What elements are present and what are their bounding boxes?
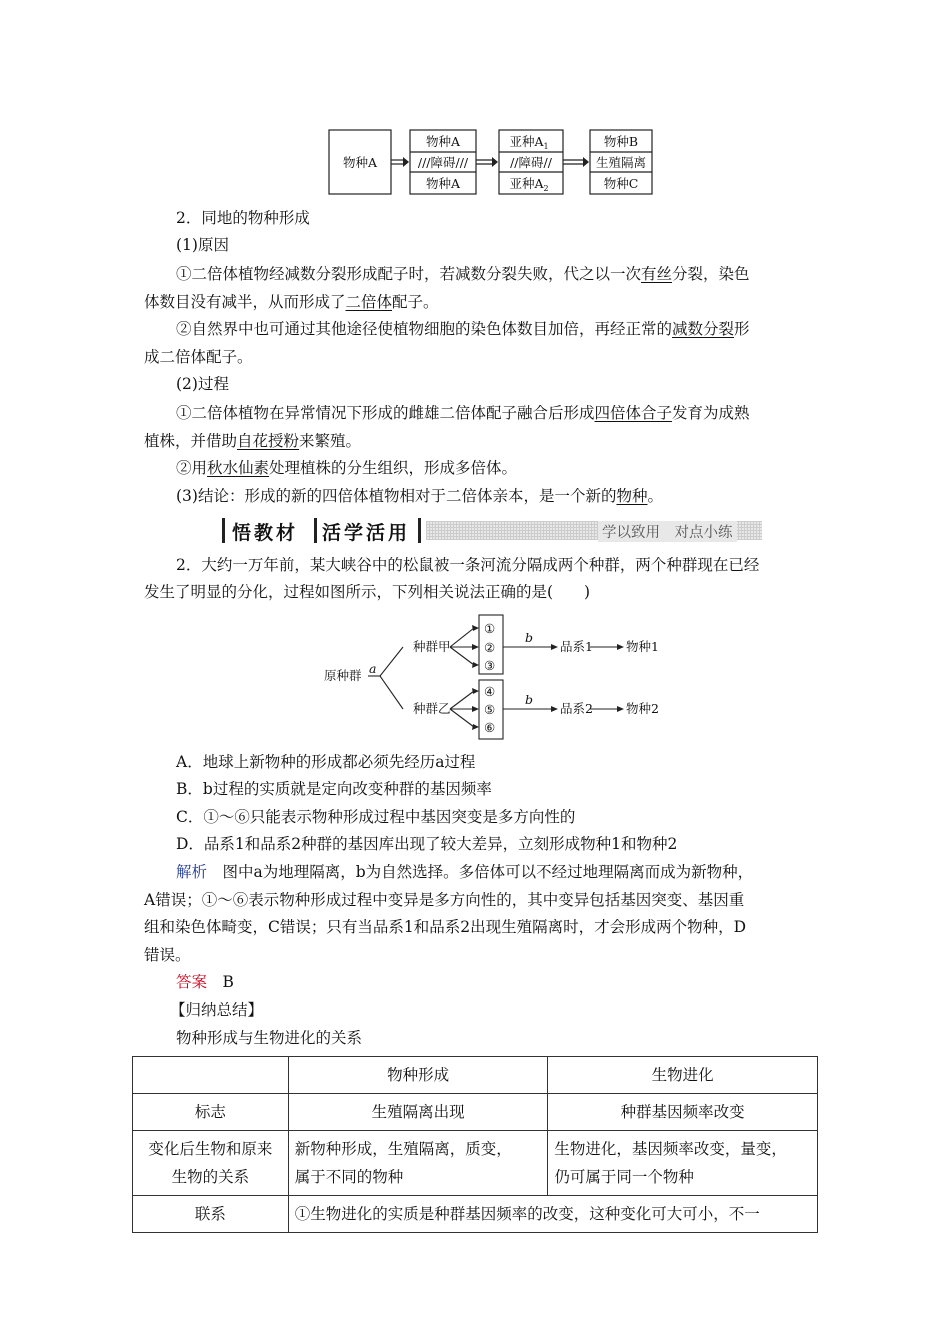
- keyword-tetraploid-zygote: 四倍体合子: [594, 404, 673, 422]
- answer-line: [176, 970, 234, 992]
- circled-1: ①: [484, 621, 496, 636]
- keyword-mitosis: 有丝: [641, 265, 673, 283]
- banner-subtitle: 学以致用 对点小练: [598, 521, 737, 542]
- population-yi: 种群乙: [413, 701, 451, 716]
- analysis-label: 解析: [176, 863, 208, 881]
- cause-2-line2: 成二倍体配子。: [144, 348, 253, 366]
- population-jia: 种群甲: [413, 639, 451, 654]
- process-1-line2: 植株，并借助自花授粉来繁殖。: [144, 432, 362, 450]
- box2-top: 物种A: [425, 134, 461, 149]
- box3-bottom-subscript: 2: [543, 184, 549, 193]
- species-2: 物种2: [626, 701, 659, 716]
- origin-population: 原种群: [324, 668, 362, 683]
- process-b-label-2: b: [525, 692, 534, 707]
- circled-4: ④: [484, 684, 496, 699]
- box3-barrier: //障碍//: [510, 155, 552, 170]
- header-speciation: 物种形成: [288, 1057, 548, 1094]
- strain-1: 品系1: [560, 639, 593, 654]
- analysis-line3: 组和染色体畸变，C错误；只有当品系1和品系2出现生殖隔离时，才会形成两个物种，D: [144, 918, 747, 936]
- process-b-label-1: b: [525, 630, 534, 645]
- cell-sign-speciation: 生殖隔离出现: [288, 1094, 548, 1131]
- banner-title-1: 悟教材: [232, 522, 299, 544]
- circled-3: ③: [484, 658, 496, 673]
- summary-subtitle: 物种形成与生物进化的关系: [176, 1029, 363, 1047]
- circled-6: ⑥: [484, 720, 496, 735]
- analysis-line1: 解析 图中a为地理隔离，b为自然选择。多倍体可以不经过地理隔离而成为新物种，: [176, 863, 754, 881]
- cause-title: (1)原因: [176, 236, 229, 254]
- box3-top: 亚种A: [509, 134, 544, 149]
- strain-2: 品系2: [560, 701, 593, 716]
- question-stem-line2: 发生了明显的分化，过程如图所示，下列相关说法正确的是( ): [144, 583, 591, 601]
- answer-label: 答案: [176, 973, 208, 991]
- speciation-diagram-allopatric: [320, 122, 660, 202]
- cause-1-line2: 体数目没有减半，从而形成了二倍体配子。: [144, 293, 439, 311]
- table-row: [133, 1057, 818, 1094]
- answer-value: B: [207, 973, 234, 991]
- comparison-table: [132, 1056, 818, 1233]
- box4-isolation: 生殖隔离: [595, 155, 647, 170]
- banner-title-2: 活学活用: [322, 522, 411, 544]
- option-b: B．b过程的实质就是定向改变种群的基因频率: [176, 780, 492, 798]
- circled-2: ②: [484, 640, 496, 655]
- keyword-species: 物种: [616, 487, 648, 505]
- box2-barrier: ///障碍///: [417, 155, 469, 170]
- section-banner: [222, 516, 764, 546]
- circled-5: ⑤: [484, 702, 496, 717]
- table-row: [133, 1196, 818, 1233]
- cell-sign-evolution: 种群基因频率改变: [548, 1094, 818, 1131]
- cell-relation-evolution: 生物进化，基因频率改变，量变， 仍可属于同一个物种: [548, 1131, 818, 1196]
- box4-bottom: 物种C: [603, 176, 639, 191]
- analysis-line4: 错误。: [144, 946, 191, 964]
- species-1: 物种1: [626, 639, 659, 654]
- conclusion: (3)结论：形成的新的四倍体植物相对于二倍体亲本，是一个新的物种。: [176, 487, 663, 505]
- box4-top: 物种B: [603, 134, 639, 149]
- process-a-label: a: [369, 661, 377, 676]
- option-a: A．地球上新物种的形成都必须先经历a过程: [176, 753, 476, 771]
- summary-title: 【归纳总结】: [170, 1001, 264, 1019]
- process-1-line1: ①二倍体植物在异常情况下形成的雌雄二倍体配子融合后形成四倍体合子发育为成熟: [176, 404, 750, 422]
- question-stem-line1: 2．大约一万年前，某大峡谷中的松鼠被一条河流分隔成两个种群，两个种群现在已经: [176, 556, 760, 574]
- cause-1-line1: ①二倍体植物经减数分裂形成配子时，若减数分裂失败，代之以一次有丝分裂，染色: [176, 265, 750, 283]
- process-2: ②用秋水仙素处理植株的分生组织，形成多倍体。: [176, 459, 518, 477]
- svg-text:亚种A2: [509, 176, 548, 193]
- speciation-diagram-squirrel: [315, 610, 675, 744]
- keyword-meiosis: 减数分裂: [672, 320, 735, 338]
- table-row: [133, 1094, 818, 1131]
- keyword-colchicine: 秋水仙素: [207, 459, 270, 477]
- process-title: (2)过程: [176, 375, 229, 393]
- box3-top-subscript: 1: [543, 142, 549, 151]
- keyword-diploid: 二倍体: [345, 293, 393, 311]
- option-d: D．品系1和品系2种群的基因库出现了较大差异，立刻形成物种1和物种2: [176, 835, 678, 853]
- svg-text:亚种A1: [509, 134, 548, 151]
- cause-2-line1: ②自然界中也可通过其他途径使植物细胞的染色体数目加倍，再经正常的减数分裂形: [176, 320, 750, 338]
- table-row: [133, 1131, 818, 1196]
- row-label-sign: 标志: [133, 1094, 289, 1131]
- keyword-self-pollination: 自花授粉: [237, 432, 300, 450]
- cell-link: ①生物进化的实质是种群基因频率的改变，这种变化可大可小，不一: [288, 1196, 817, 1233]
- analysis-line2: A错误；①～⑥表示物种形成过程中变异是多方向性的，其中变异包括基因突变、基因重: [144, 891, 745, 909]
- row-label-relation: 变化后生物和原来 生物的关系: [133, 1131, 289, 1196]
- box3-bottom: 亚种A: [509, 176, 544, 191]
- header-evolution: 生物进化: [548, 1057, 818, 1094]
- box2-bottom: 物种A: [425, 176, 461, 191]
- option-c: C．①～⑥只能表示物种形成过程中基因突变是多方向性的: [176, 808, 576, 826]
- section-heading: 2．同地的物种形成: [176, 209, 310, 227]
- row-label-link: 联系: [133, 1196, 289, 1233]
- cell-relation-speciation: 新物种形成，生殖隔离，质变， 属于不同的物种: [288, 1131, 548, 1196]
- species-a-label: 物种A: [342, 155, 378, 170]
